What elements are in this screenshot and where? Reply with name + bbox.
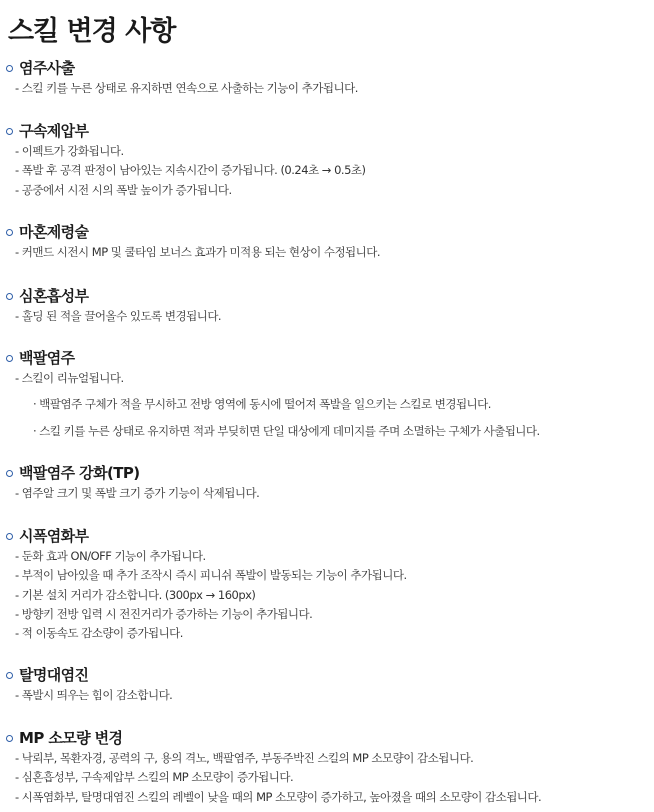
section-title: 백팔염주 강화(TP) bbox=[19, 464, 140, 482]
ring-bullet-icon bbox=[6, 470, 13, 477]
section-talmyeongdaeyeomjin bbox=[0, 664, 654, 705]
section-mp-cost-change bbox=[0, 727, 654, 807]
change-item: - 낙뢰부, 목환자경, 공력의 구, 용의 격노, 백팔염주, 부동주박진 스킬의 MP 소모량이 감소됩니다. bbox=[15, 751, 474, 765]
section-header bbox=[0, 462, 654, 484]
section-title: 구속제압부 bbox=[19, 122, 89, 140]
change-sub-item: · 스킬 키를 누른 상태로 유지하면 적과 부딪히면 단일 대상에게 데미지를 주며 소멸하는 구체가 사출됩니다. bbox=[33, 423, 540, 438]
section-baekpalyeomju bbox=[0, 347, 654, 441]
change-item: - 기본 설치 거리가 감소합니다. (300px → 160px) bbox=[15, 587, 256, 602]
ring-bullet-icon bbox=[6, 229, 13, 236]
change-item: - 스킬이 리뉴얼됩니다. bbox=[15, 371, 124, 385]
change-item: - 심혼흡성부, 구속제압부 스킬의 MP 소모량이 증가됩니다. bbox=[15, 770, 294, 785]
section-header bbox=[0, 347, 654, 369]
section-title: 심혼흡성부 bbox=[19, 287, 89, 305]
section-mahonjeryeongsul bbox=[0, 221, 654, 262]
change-item: - 방향키 전방 입력 시 전진거리가 증가하는 기능이 추가됩니다. bbox=[15, 606, 313, 621]
change-item: - 홀딩 된 적을 끌어올수 있도록 변경됩니다. bbox=[15, 309, 222, 323]
section-title: 염주사출 bbox=[19, 59, 75, 77]
page-title: 스킬 변경 사항 bbox=[8, 16, 176, 47]
section-title: MP 소모량 변경 bbox=[19, 729, 123, 747]
section-header bbox=[0, 221, 654, 243]
change-item: - 부적이 남아있을 때 추가 조작시 즉시 피니쉬 폭발이 발동되는 기능이 추가됩니다. bbox=[15, 568, 407, 583]
change-item: - 염주알 크기 및 폭발 크기 증가 기능이 삭제됩니다. bbox=[15, 486, 260, 500]
change-item: - 폭발 후 공격 판정이 남아있는 지속시간이 증가됩니다. (0.24초 → 0.5초) bbox=[15, 163, 366, 178]
section-title: 백팔염주 bbox=[19, 349, 75, 367]
change-item: - 공중에서 시전 시의 폭발 높이가 증가됩니다. bbox=[15, 182, 232, 197]
section-header bbox=[0, 664, 654, 686]
section-sipokyeomhwabu bbox=[0, 525, 654, 643]
change-item: - 스킬 키를 누른 상태로 유지하면 연속으로 사출하는 기능이 추가됩니다. bbox=[15, 81, 358, 95]
section-baekpalyeomju-tp bbox=[0, 462, 654, 503]
ring-bullet-icon bbox=[6, 355, 13, 362]
section-header bbox=[0, 57, 654, 79]
ring-bullet-icon bbox=[6, 735, 13, 742]
section-header bbox=[0, 727, 654, 749]
section-header bbox=[0, 525, 654, 547]
section-title: 시폭염화부 bbox=[19, 527, 89, 545]
section-title: 탈명대염진 bbox=[19, 666, 89, 684]
section-simhonheupseongbu bbox=[0, 285, 654, 326]
ring-bullet-icon bbox=[6, 672, 13, 679]
section-header bbox=[0, 120, 654, 142]
section-header bbox=[0, 285, 654, 307]
change-item: - 커맨드 시전시 MP 및 쿨타임 보너스 효과가 미적용 되는 현상이 수정됩니다. bbox=[15, 245, 381, 259]
change-item: - 둔화 효과 ON/OFF 기능이 추가됩니다. bbox=[15, 549, 206, 563]
ring-bullet-icon bbox=[6, 533, 13, 540]
change-item: - 적 이동속도 감소량이 증가됩니다. bbox=[15, 626, 183, 641]
ring-bullet-icon bbox=[6, 128, 13, 135]
section-yeomjusachul bbox=[0, 57, 654, 98]
change-item: - 폭발시 띄우는 힘이 감소합니다. bbox=[15, 688, 173, 702]
section-gusokjeapbu bbox=[0, 120, 654, 200]
change-sub-item: · 백팔염주 구체가 적을 무시하고 전방 영역에 동시에 떨어져 폭발을 일으키는 스킬로 변경됩니다. bbox=[33, 397, 491, 412]
section-title: 마혼제령술 bbox=[19, 223, 89, 241]
change-item: - 이펙트가 강화됩니다. bbox=[15, 144, 124, 158]
change-item: - 시폭염화부, 탈명대염진 스킬의 레벨이 낮을 때의 MP 소모량이 증가하고, 높아졌을 때의 소모량이 감소됩니다. bbox=[15, 789, 542, 804]
ring-bullet-icon bbox=[6, 293, 13, 300]
ring-bullet-icon bbox=[6, 65, 13, 72]
